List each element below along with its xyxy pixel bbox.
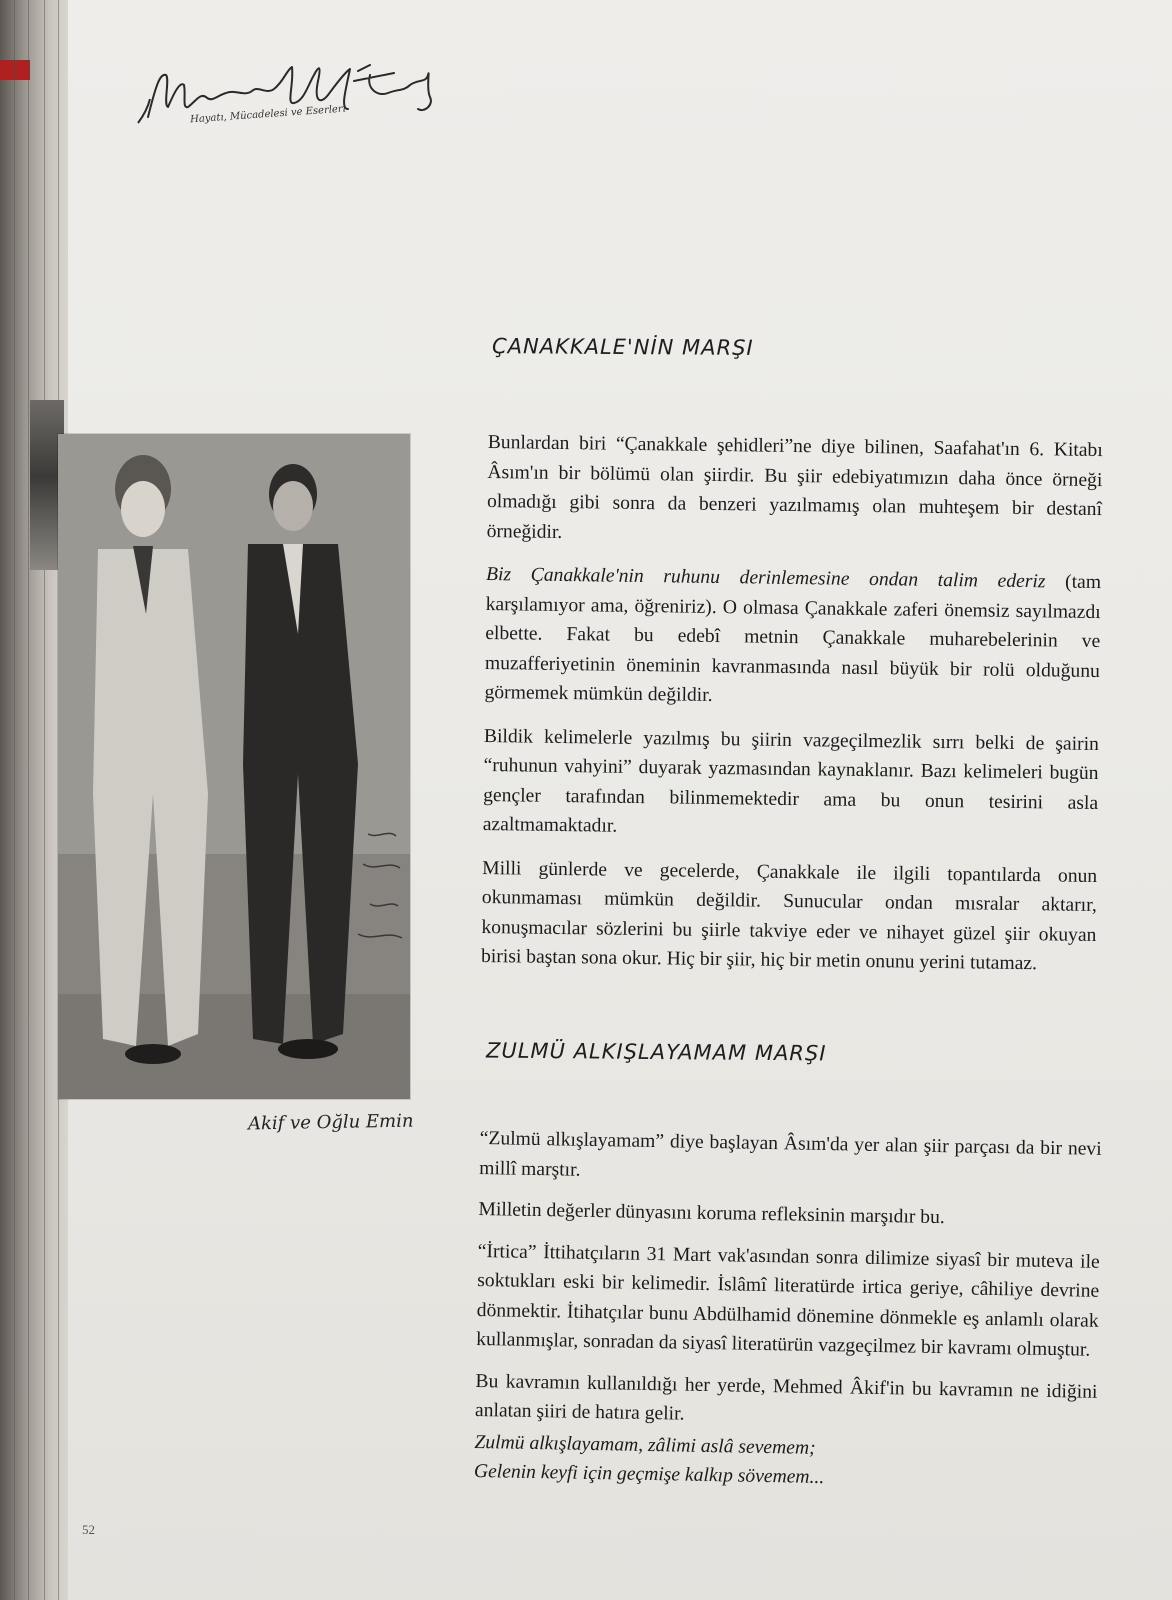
photo-caption: Akif ve Oğlu Emin [247, 1110, 414, 1135]
paragraph: Bunlardan biri “Çanakkale şehidleri”ne diye bilinen, Saafahat'ın 6. Kitabı Âsım'ın bir bölümü olan şiirdir. Bu şiir edebiyatımızın daha önce örneği olmadığı gibi sonra da benzeri yazılmamış olan muhteşem bir destanî örneğidir. [486, 431, 1103, 543]
page-stack-line [44, 0, 45, 1600]
italic-phrase: Biz Çanakkale'nin ruhunu derinlemesine ondan talim ederiz [485, 563, 1046, 593]
verse-line: Gelenin keyfi için geçmişe kalkıp sövemem... [473, 1460, 825, 1489]
paragraph: Bildik kelimelerle yazılmış bu şiirin vazgeçilmezlik sırrı belki de şairin “ruhunun vahyini” duyarak yazmasından kaynaklanır. Bazı kelimeleri bugün gençler tarafından bilinmemektedir ama bu onun tesirini asla azaltmamaktadır. [482, 725, 1100, 837]
book-subtitle: Hayatı, Mücadelesi ve Eserleri [189, 103, 347, 126]
red-page-edge [0, 60, 30, 80]
section-body [481, 428, 1103, 994]
page-stack-line [28, 0, 29, 1600]
signature-drawing [108, 45, 448, 135]
author-signature [108, 45, 448, 135]
paragraph [484, 560, 1101, 716]
section-body [474, 1124, 1102, 1497]
paragraph-text: (tam karşılamıyor ama, öğreniriz). O olmasa Çanakkale zaferi önemsiz sayılmazdı elbette. Fakat bu edebî metnin Çanakkale muharebelerinin ve muzafferiyetinin öneminin kavranmasında nasıl büyük bir rolü olduğunu görmemek mümkün değildir. [484, 571, 1102, 706]
book-page [68, 0, 1172, 1600]
verse-line: Zulmü alkışlayamam, zâlimi aslâ sevemem; [474, 1431, 816, 1459]
photo-figures [58, 434, 410, 1099]
page-stack-line [14, 0, 15, 1600]
paragraph: Milli günlerde ve gecelerde, Çanakkale ile ilgili topantılarda onun okunmaması mümkün değildir. Sunucular ondan mısralar aktarır, konuşmacılar sözlerini bu şiirle takviye eder ve nihayet güzel şiir okuyan birisi baştan sona okur. Hiç bir şiir, hiç bir metin onunu yerini tutamaz. [480, 857, 1098, 975]
paragraph: “Zulmü alkışlayamam” diye başlayan Âsım'da yer alan şiir parçası da bir nevi millî marştır. [479, 1127, 1102, 1181]
page-number: 52 [82, 1522, 95, 1537]
historical-photo [58, 434, 410, 1099]
section-title: ÇANAKKALE'NİN MARŞI [491, 334, 754, 360]
section-title: ZULMÜ ALKIŞLAYAMAM MARŞI [485, 1038, 827, 1066]
paragraph: Milletin değerler dünyasını koruma refleksinin marşıdır bu. [478, 1198, 945, 1229]
paragraph: Bu kavramın kullanıldığı her yerde, Mehmed Âkif'in bu kavramın ne idiğini anlatan şiiri de hatıra gelir. [474, 1370, 1098, 1425]
paragraph: “İrtica” İttihatçıların 31 Mart vak'asından sonra dilimize siyasî bir muteva ile soktukları eski bir kelimedir. İslâmî literatürde irtica geriye, câhiliye devrine dönmektir. İtihatçılar bunu Abdülhamid dönemine dönmekle eş anlamlı olarak kullanmışlar, sonradan da siyasî literatürün vazgeçilmez bir kavramı olmuştur. [476, 1240, 1100, 1361]
